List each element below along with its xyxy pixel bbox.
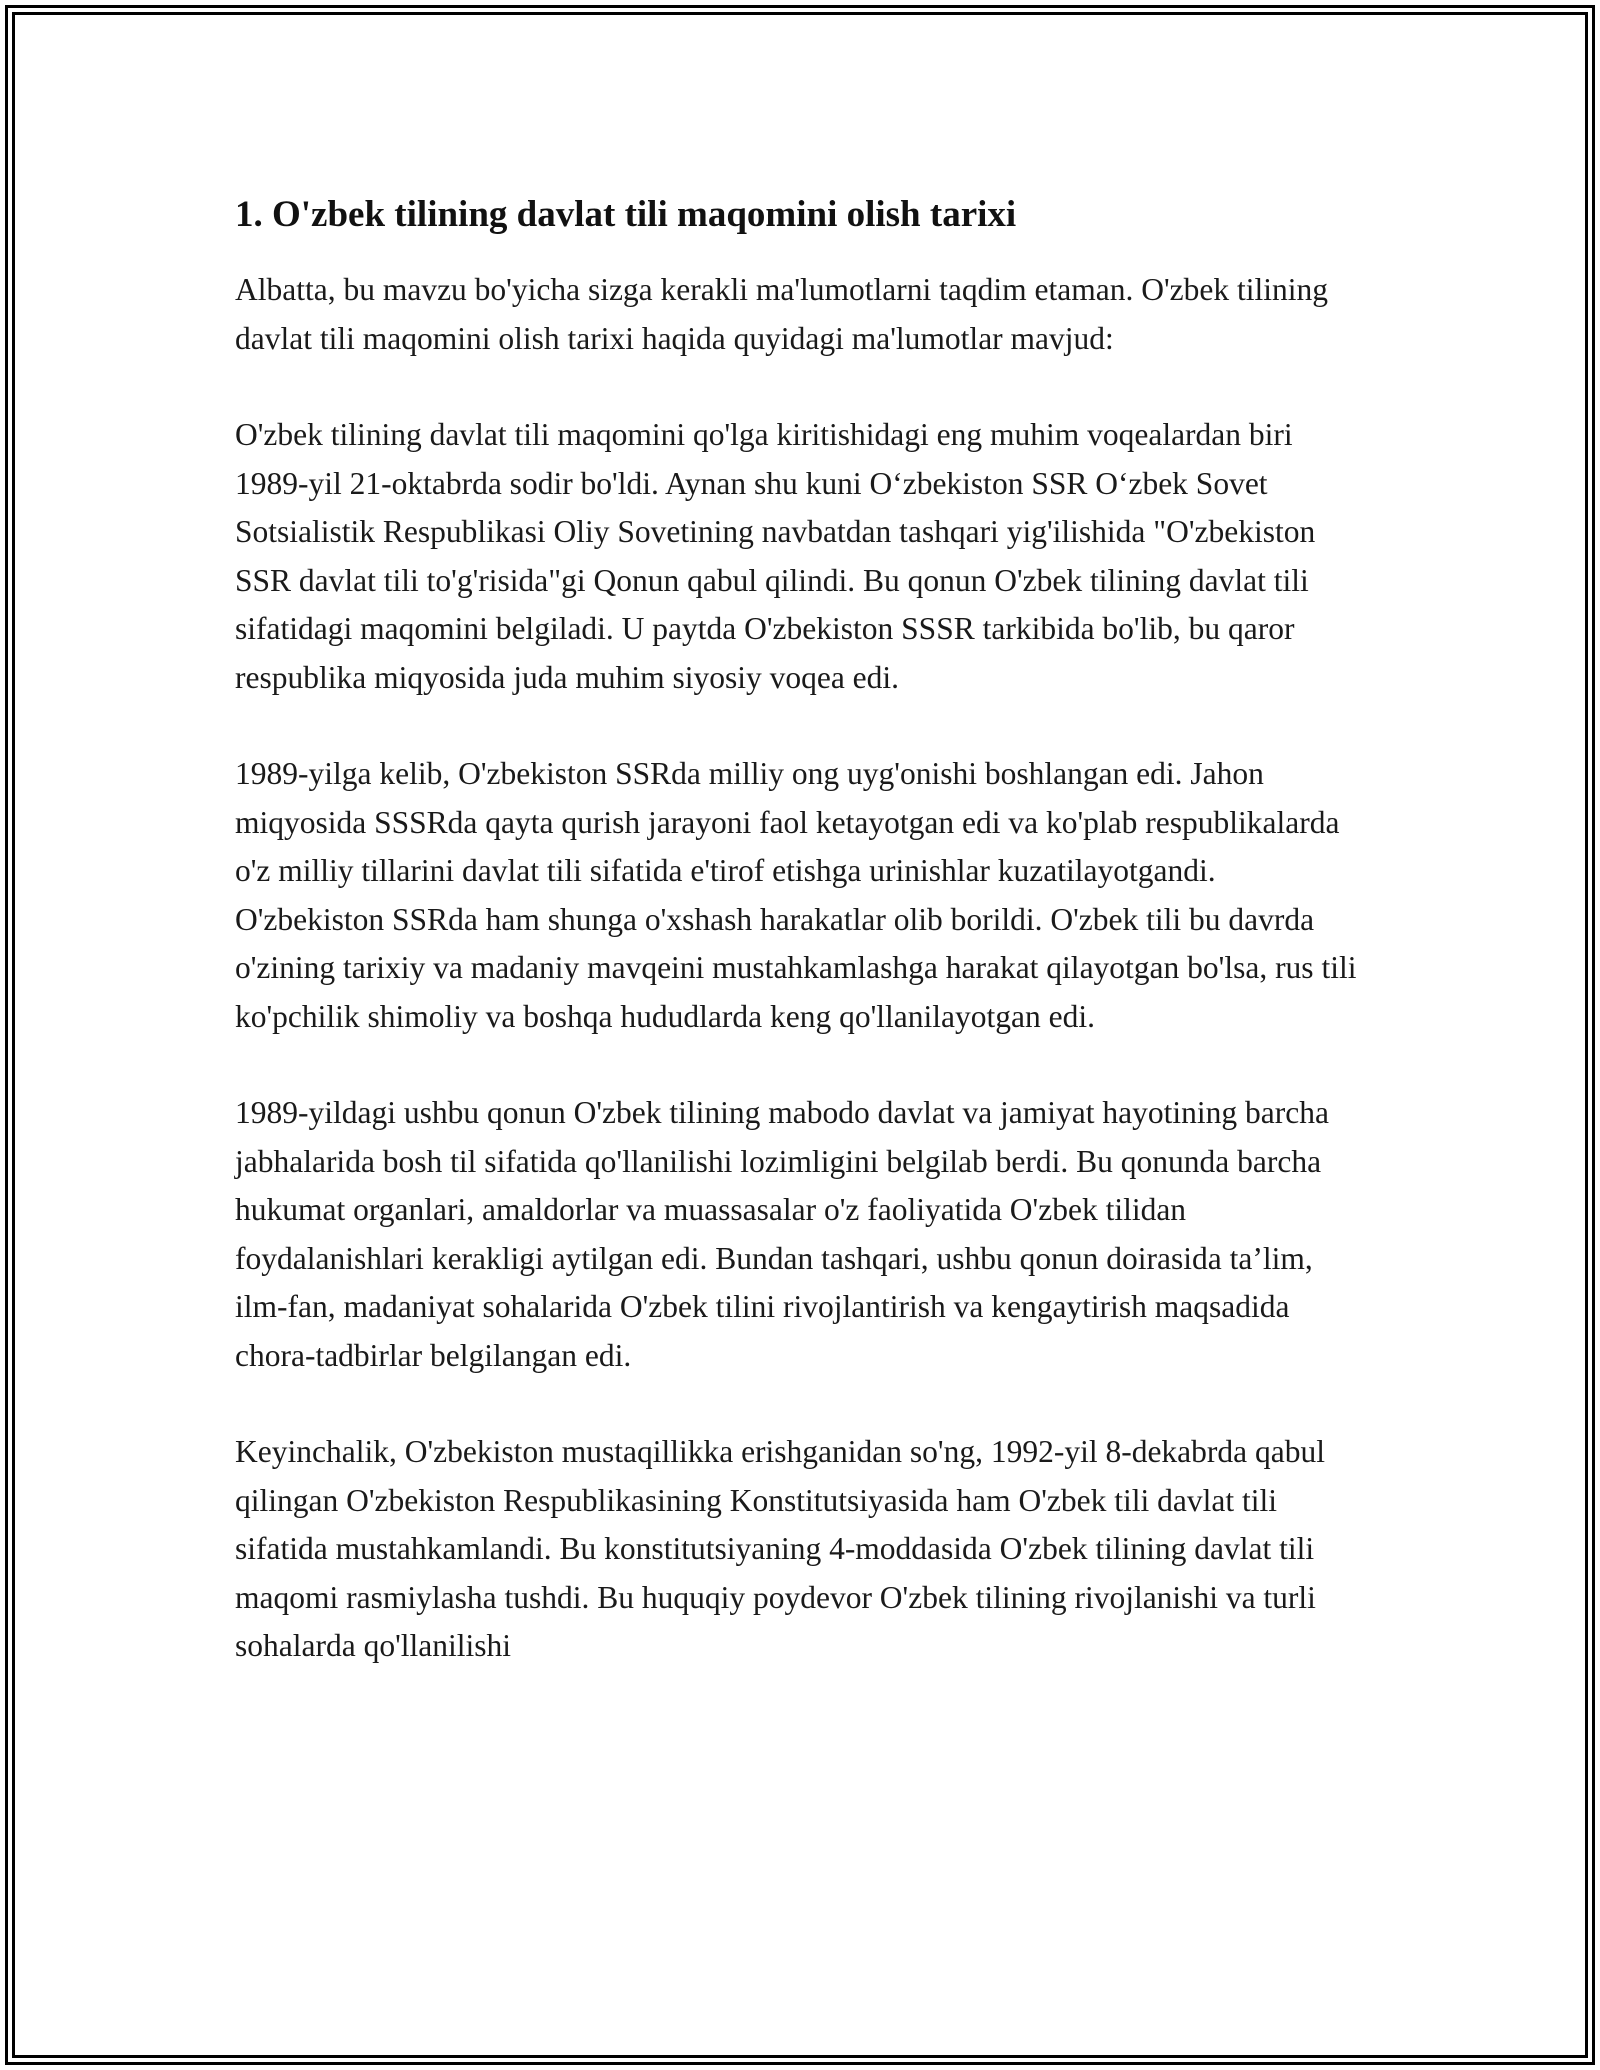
paragraph-constitution: Keyinchalik, O'zbekiston mustaqillikka erishganidan so'ng, 1992-yil 8-dekabrda qabul qilingan O'zbekiston Respublikasining Konstitutsiyasida ham O'zbek tili davlat tili sifatida mustahkamlandi. Bu konstitutsiyaning 4-moddasida O'zbek tilining davlat tili maqomi rasmiylasha tushdi. Bu huquqiy poydevor O'zbek tilining rivojlanishi va turli sohalarda qo'llanilishi <box>235 1434 1325 1663</box>
paragraph-intro: Albatta, bu mavzu bo'yicha sizga kerakli ma'lumotlarni taqdim etaman. O'zbek tilining davlat tili maqomini olish tarixi haqida quyidagi ma'lumotlar mavjud: <box>235 272 1328 356</box>
paragraph-national-awakening: 1989-yilga kelib, O'zbekiston SSRda milliy ong uyg'onishi boshlangan edi. Jahon miqyosida SSSRda qayta qurish jarayoni faol ketayotgan edi va ko'plab respublikalarda o'z milliy tillarini davlat tili sifatida e'tirof etishga urinishlar kuzatilayotgandi. O'zbekiston SSRda ham shunga o'xshash harakatlar olib borildi. O'zbek tili bu davrda o'zining tarixiy va madaniy mavqeini mustahkamlashga harakat qilayotgan bo'lsa, rus tili ko'pchilik shimoliy va boshqa hududlarda keng qo'llanilayotgan edi. <box>235 756 1357 1034</box>
section-heading: 1. O'zbek tilining davlat tili maqomini olish tarixi <box>235 194 1017 235</box>
document-body <box>235 190 1365 1719</box>
paragraph-1989-law: O'zbek tilining davlat tili maqomini qo'lga kiritishidagi eng muhim voqealardan biri 1989-yil 21-oktabrda sodir bo'ldi. Aynan shu kuni O‘zbekiston SSR O‘zbek Sovet Sotsialistik Respublikasi Oliy Sovetining navbatdan tashqari yig'ilishida "O'zbekiston SSR davlat tili to'g'risida"gi Qonun qabul qilindi. Bu qonun O'zbek tilining davlat tili sifatidagi maqomini belgiladi. U paytda O'zbekiston SSSR tarkibida bo'lib, bu qaror respublika miqyosida juda muhim siyosiy voqea edi. <box>235 417 1316 695</box>
paragraph-law-provisions: 1989-yildagi ushbu qonun O'zbek tilining mabodo davlat va jamiyat hayotining barcha jabhalarida bosh til sifatida qo'llanilishi lozimligini belgilab berdi. Bu qonunda barcha hukumat organlari, amaldorlar va muassasalar o'z faoliyatida O'zbek tilidan foydalanishlari kerakligi aytilgan edi. Bundan tashqari, ushbu qonun doirasida ta’lim, ilm-fan, madaniyat sohalarida O'zbek tilini rivojlantirish va kengaytirish maqsadida chora-tadbirlar belgilangan edi. <box>235 1095 1329 1373</box>
